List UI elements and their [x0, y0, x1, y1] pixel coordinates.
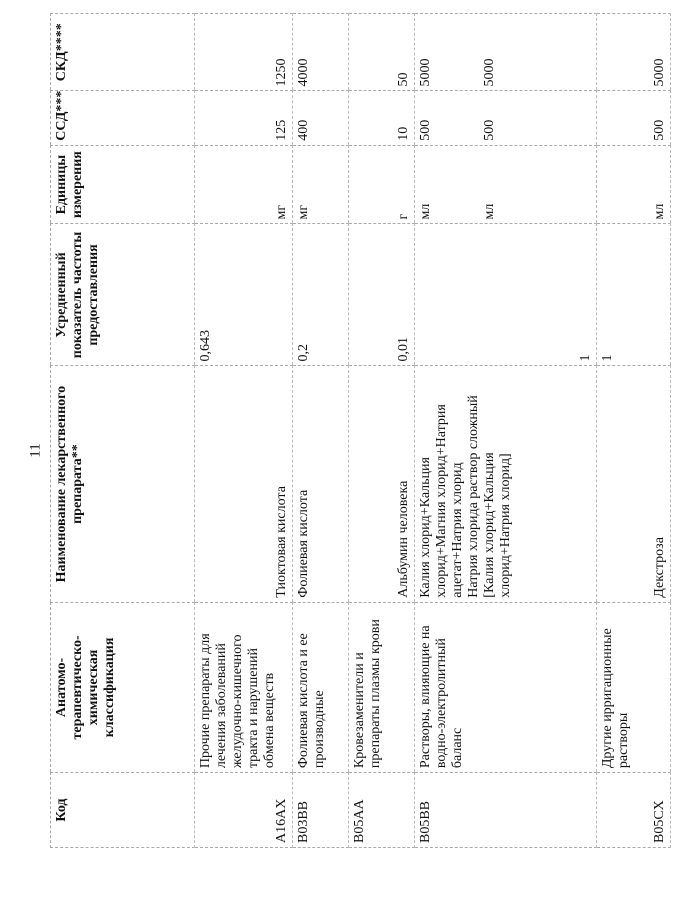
- table-row: [349, 14, 415, 848]
- cell-skd: 5000: [597, 14, 671, 92]
- cell-freq: 1: [415, 224, 597, 366]
- cell-skd: 50: [349, 14, 415, 92]
- header-unit: Единицы измерения: [51, 145, 195, 224]
- unit-line: мл: [418, 203, 433, 220]
- cell-drug-name: [415, 366, 597, 602]
- cell-ssd: [415, 91, 597, 145]
- cell-drug-name: Фолиевая кислота: [293, 366, 349, 602]
- cell-code: A16AX: [195, 773, 293, 848]
- header-ssd: ССД***: [51, 91, 195, 145]
- cell-code: B03BB: [293, 773, 349, 848]
- header-freq: Усредненный показатель частоты предоставления: [51, 224, 195, 366]
- header-code: Код: [51, 773, 195, 848]
- cell-ssd: 125: [195, 91, 293, 145]
- cell-unit: мг: [195, 145, 293, 224]
- cell-drug-name: Альбумин человека: [349, 366, 415, 602]
- table-row: [415, 14, 597, 848]
- ssd-line: 500: [482, 119, 497, 141]
- cell-skd: 4000: [293, 14, 349, 92]
- table-row: [597, 14, 671, 848]
- unit-line: мл: [482, 203, 497, 220]
- page-number: 11: [27, 443, 44, 458]
- cell-atc: Фолиевая кислота и ее производные: [293, 602, 349, 772]
- cell-code: B05CX: [597, 773, 671, 848]
- table-header-row: [51, 14, 195, 848]
- drug-table: [50, 13, 671, 848]
- cell-ssd: 400: [293, 91, 349, 145]
- drug-name-line: Натрия хлорида раствор сложный [Калия хлорид+Кальция хлорид+Натрия хлорид]: [466, 395, 513, 598]
- cell-unit: мг: [293, 145, 349, 224]
- cell-ssd: 10: [349, 91, 415, 145]
- ssd-line: 500: [418, 119, 433, 141]
- cell-skd: [415, 14, 597, 92]
- table-row: [293, 14, 349, 848]
- cell-atc: Растворы, влияющие на водно-электролитный баланс: [415, 602, 597, 772]
- cell-unit: г: [349, 145, 415, 224]
- cell-code: B05BB: [415, 773, 597, 848]
- cell-atc: Кровезаменители и препараты плазмы крови: [349, 602, 415, 772]
- cell-ssd: 500: [597, 91, 671, 145]
- cell-freq: 0,2: [293, 224, 349, 366]
- header-atc: Анатомо-терапевтическо-химическая классификация: [51, 602, 195, 772]
- drug-name-line: Калия хлорид+Кальция хлорид+Магния хлорид+Натрия ацетат+Натрия хлорид: [418, 404, 465, 598]
- cell-freq: 0,01: [349, 224, 415, 366]
- cell-freq: 1: [597, 224, 671, 366]
- cell-freq: 0,643: [195, 224, 293, 366]
- header-name: Наименование лекарственного препарата**: [51, 366, 195, 602]
- cell-unit: мл: [597, 145, 671, 224]
- cell-drug-name: Тиоктовая кислота: [195, 366, 293, 602]
- cell-unit: [415, 145, 597, 224]
- cell-code: B05AA: [349, 773, 415, 848]
- header-skd: СКД****: [51, 14, 195, 92]
- rotated-table-container: [50, 0, 690, 880]
- skd-line: 5000: [418, 58, 433, 87]
- cell-atc: Другие ирригационные растворы: [597, 602, 671, 772]
- cell-drug-name: Декстроза: [597, 366, 671, 602]
- cell-skd: 1250: [195, 14, 293, 92]
- cell-atc: Прочие препараты для лечения заболеваний желудочно-кишечного тракта и нарушений обмена веществ: [195, 602, 293, 772]
- skd-line: 5000: [482, 58, 497, 87]
- table-row: [195, 14, 293, 848]
